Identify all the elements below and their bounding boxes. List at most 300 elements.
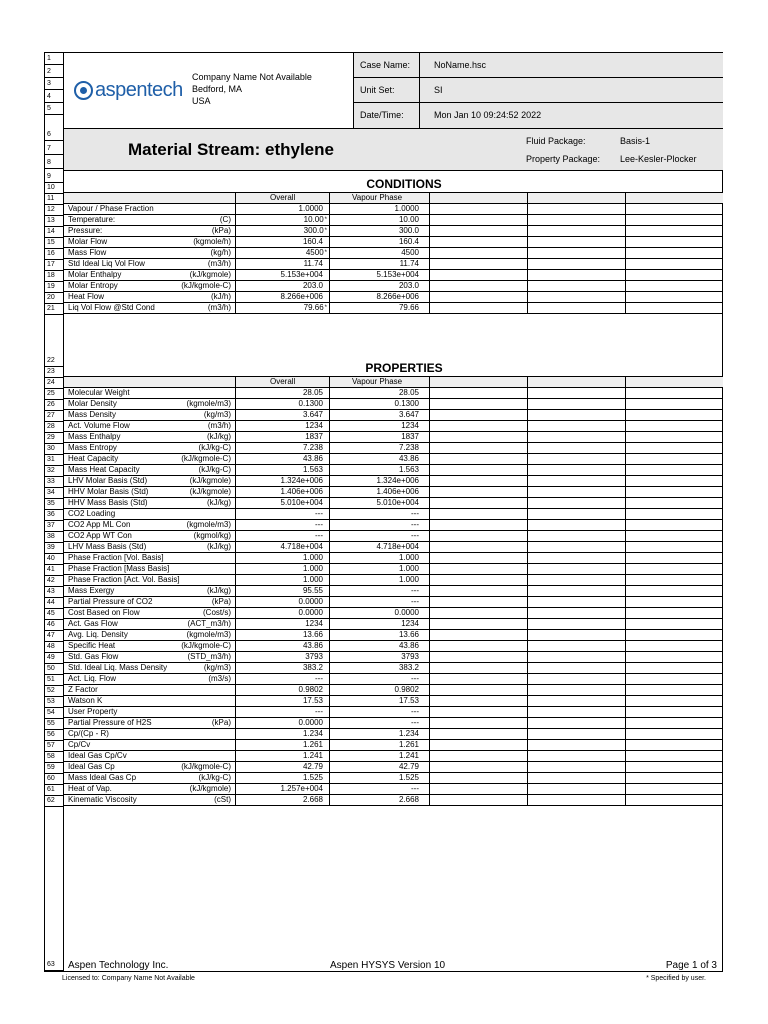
empty-cell: [528, 795, 626, 805]
row-number: 13: [45, 217, 63, 227]
case-name-label: Case Name:: [360, 60, 411, 70]
title-band: [64, 129, 723, 171]
case-name-value: NoName.hsc: [434, 60, 487, 70]
property-unit: (kJ/kgmole-C): [181, 454, 231, 463]
empty-cell: [430, 751, 528, 761]
empty-cell: [626, 674, 723, 684]
row-number: 9: [45, 173, 63, 183]
properties-row: [64, 553, 723, 564]
empty-cell: [430, 685, 528, 695]
property-name: Partial Pressure of H2S (kPa): [64, 718, 236, 728]
vapour-phase-value: 1.241: [330, 751, 430, 761]
vapour-phase-value: 1.000: [330, 553, 430, 563]
property-unit: (m3/h): [207, 421, 231, 430]
empty-cell: [528, 248, 626, 258]
row-number: 45: [45, 610, 63, 620]
row-number: 52: [45, 687, 63, 697]
property-name: CO2 App ML Con (kgmole/m3): [64, 520, 236, 530]
properties-row: [64, 586, 723, 597]
company-address: [192, 71, 312, 107]
empty-cell: [626, 762, 723, 772]
empty-cell: [626, 454, 723, 464]
vapour-phase-value: 1837: [330, 432, 430, 442]
conditions-row: [64, 292, 723, 303]
empty-cell: [626, 421, 723, 431]
vapour-phase-value: 1.261: [330, 740, 430, 750]
overall-value: 42.79: [236, 762, 330, 772]
empty-cell: [626, 399, 723, 409]
overall-value: ---: [236, 531, 330, 541]
property-name: Mass Density (kg/m3): [64, 410, 236, 420]
empty-cell: [626, 292, 723, 302]
conditions-heading: [64, 171, 723, 193]
overall-value: 95.55: [236, 586, 330, 596]
row-number: 6: [45, 131, 63, 141]
empty-cell: [430, 193, 528, 203]
row-number: 19: [45, 283, 63, 293]
empty-cell: [528, 303, 626, 313]
empty-cell: [626, 498, 723, 508]
conditions-row: [64, 215, 723, 226]
properties-row: [64, 641, 723, 652]
empty-cell: [626, 751, 723, 761]
conditions-row: [64, 226, 723, 237]
user-specified-mark: *: [324, 305, 327, 311]
properties-row: [64, 509, 723, 520]
row-number: 28: [45, 423, 63, 433]
vapour-phase-value: 3793: [330, 652, 430, 662]
row-number: 16: [45, 250, 63, 260]
unit-set-row: [354, 78, 723, 103]
row-number: 34: [45, 489, 63, 499]
overall-value: 0.0000: [236, 608, 330, 618]
overall-value: 1.000: [236, 553, 330, 563]
properties-row: [64, 597, 723, 608]
empty-cell: [528, 531, 626, 541]
empty-cell: [528, 237, 626, 247]
aspentech-logo: [74, 79, 183, 102]
property-unit: (kPa): [211, 718, 231, 727]
empty-cell: [528, 215, 626, 225]
vapour-phase-column-header: Vapour Phase: [330, 193, 430, 203]
empty-cell: [528, 707, 626, 717]
empty-cell: [626, 520, 723, 530]
empty-cell: [626, 619, 723, 629]
empty-cell: [430, 498, 528, 508]
empty-cell: [626, 652, 723, 662]
properties-heading: [64, 355, 723, 377]
empty-cell: [528, 773, 626, 783]
vapour-phase-column-header: Vapour Phase: [330, 377, 430, 387]
row-number: 62: [45, 797, 63, 807]
empty-cell: [430, 674, 528, 684]
empty-cell: [626, 248, 723, 258]
empty-cell: [430, 443, 528, 453]
property-name: Molar Density (kgmole/m3): [64, 399, 236, 409]
properties-row: [64, 762, 723, 773]
property-unit: (kJ/kgmole-C): [181, 281, 231, 290]
empty-cell: [430, 237, 528, 247]
row-number: 35: [45, 500, 63, 510]
properties-row: [64, 432, 723, 443]
empty-cell: [626, 388, 723, 398]
property-name: Specific Heat (kJ/kgmole-C): [64, 641, 236, 651]
conditions-row: [64, 248, 723, 259]
property-name: Kinematic Viscosity (cSt): [64, 795, 236, 805]
company-city: Bedford, MA: [192, 84, 243, 94]
empty-cell: [528, 542, 626, 552]
overall-column-header: Overall: [236, 377, 330, 387]
row-number: 24: [45, 379, 63, 389]
vapour-phase-value: ---: [330, 531, 430, 541]
property-unit: (m3/s): [208, 674, 231, 683]
empty-cell: [528, 663, 626, 673]
property-name: Mass Exergy (kJ/kg): [64, 586, 236, 596]
property-package-value: Lee-Kesler-Plocker: [620, 154, 697, 164]
empty-cell: [430, 215, 528, 225]
overall-value: 5.010e+004: [236, 498, 330, 508]
conditions-heading-text: CONDITIONS: [366, 177, 442, 191]
empty-cell: [528, 762, 626, 772]
empty-cell: [626, 476, 723, 486]
overall-value: 1.406e+006: [236, 487, 330, 497]
footer-version: Aspen HYSYS Version 10: [330, 960, 446, 971]
vapour-phase-value: 10.00: [330, 215, 430, 225]
overall-value: 0.0000: [236, 718, 330, 728]
overall-value: 1234: [236, 421, 330, 431]
property-unit: (kg/m3): [203, 410, 231, 419]
property-unit: (kgmole/m3): [186, 399, 231, 408]
vapour-phase-value: ---: [330, 597, 430, 607]
overall-value: 383.2: [236, 663, 330, 673]
license-note: Licensed to: Company Name Not Available: [62, 975, 195, 982]
overall-value: 0.1300: [236, 399, 330, 409]
row-number: 4: [45, 93, 63, 103]
row-number: 40: [45, 555, 63, 565]
vapour-phase-value: 5.153e+004: [330, 270, 430, 280]
empty-cell: [626, 226, 723, 236]
row-number: 30: [45, 445, 63, 455]
property-unit: (kJ/kgmole-C): [181, 762, 231, 771]
vapour-phase-value: 0.0000: [330, 608, 430, 618]
vapour-phase-value: 8.266e+006: [330, 292, 430, 302]
overall-value: 17.53: [236, 696, 330, 706]
property-name: Molar Entropy (kJ/kgmole-C): [64, 281, 236, 291]
property-unit: (STD_m3/h): [187, 652, 231, 661]
vapour-phase-value: 1.234: [330, 729, 430, 739]
row-number: 18: [45, 272, 63, 282]
conditions-row: [64, 303, 723, 314]
property-name: Act. Liq. Flow (m3/s): [64, 674, 236, 684]
property-name: Molar Enthalpy (kJ/kgmole): [64, 270, 236, 280]
properties-row: [64, 498, 723, 509]
row-number: 37: [45, 522, 63, 532]
overall-value: 4500*: [236, 248, 330, 258]
empty-cell: [430, 630, 528, 640]
case-name-row: [354, 53, 723, 78]
empty-cell: [430, 586, 528, 596]
property-name: Pressure: (kPa): [64, 226, 236, 236]
property-unit: (m3/h): [207, 303, 231, 312]
row-number: 36: [45, 511, 63, 521]
conditions-row: [64, 204, 723, 215]
overall-value: 8.266e+006: [236, 292, 330, 302]
property-unit: (kJ/kg-C): [198, 443, 231, 452]
empty-cell: [430, 619, 528, 629]
report-sheet: [44, 52, 723, 972]
row-number: 5: [45, 105, 63, 115]
empty-cell: [528, 487, 626, 497]
vapour-phase-value: 0.1300: [330, 399, 430, 409]
property-name: Act. Gas Flow (ACT_m3/h): [64, 619, 236, 629]
properties-row: [64, 795, 723, 806]
footer-page-number: Page 1 of 3: [665, 960, 717, 971]
empty-cell: [528, 432, 626, 442]
empty-cell: [528, 454, 626, 464]
row-number: 29: [45, 434, 63, 444]
vapour-phase-value: 4.718e+004: [330, 542, 430, 552]
row-number: 42: [45, 577, 63, 587]
overall-value: 5.153e+004: [236, 270, 330, 280]
empty-cell: [430, 784, 528, 794]
empty-cell: [430, 454, 528, 464]
overall-value: 0.9802: [236, 685, 330, 695]
empty-cell: [626, 586, 723, 596]
property-name: Temperature: (C): [64, 215, 236, 225]
properties-row: [64, 531, 723, 542]
property-name: Phase Fraction [Vol. Basis]: [64, 553, 236, 563]
row-number: 25: [45, 390, 63, 400]
row-number: 1: [45, 55, 63, 65]
row-number: 56: [45, 731, 63, 741]
empty-cell: [430, 564, 528, 574]
property-unit: (kJ/h): [211, 292, 231, 301]
empty-cell: [528, 281, 626, 291]
property-name: Cp/Cv: [64, 740, 236, 750]
empty-cell: [528, 575, 626, 585]
property-unit: (Cost/s): [203, 608, 231, 617]
empty-cell: [528, 553, 626, 563]
vapour-phase-value: ---: [330, 586, 430, 596]
empty-cell: [430, 553, 528, 563]
row-number: 3: [45, 80, 63, 90]
properties-row: [64, 674, 723, 685]
overall-value: 28.05: [236, 388, 330, 398]
empty-cell: [528, 443, 626, 453]
property-name: Std Ideal Liq Vol Flow (m3/h): [64, 259, 236, 269]
empty-cell: [430, 377, 528, 387]
empty-cell: [528, 597, 626, 607]
empty-cell: [430, 773, 528, 783]
properties-row: [64, 685, 723, 696]
empty-cell: [626, 784, 723, 794]
specified-note: * Specified by user.: [646, 975, 706, 982]
empty-cell: [528, 421, 626, 431]
case-info: [354, 53, 723, 129]
report-header: [64, 53, 723, 129]
row-number: 23: [45, 368, 63, 378]
row-number: 10: [45, 184, 63, 194]
empty-cell: [528, 608, 626, 618]
empty-cell: [430, 509, 528, 519]
empty-cell: [626, 281, 723, 291]
empty-cell: [430, 410, 528, 420]
property-name: HHV Mass Basis (Std) (kJ/kg): [64, 498, 236, 508]
empty-cell: [430, 226, 528, 236]
vapour-phase-value: 1.406e+006: [330, 487, 430, 497]
page-footer: [64, 959, 723, 972]
empty-cell: [528, 674, 626, 684]
properties-row: [64, 773, 723, 784]
empty-cell: [528, 204, 626, 214]
empty-cell: [528, 410, 626, 420]
overall-value: 43.86: [236, 641, 330, 651]
overall-value: 203.0: [236, 281, 330, 291]
empty-cell: [626, 729, 723, 739]
vapour-phase-value: ---: [330, 784, 430, 794]
property-name: Act. Volume Flow (m3/h): [64, 421, 236, 431]
vapour-phase-value: 5.010e+004: [330, 498, 430, 508]
property-name: Mass Enthalpy (kJ/kg): [64, 432, 236, 442]
property-name: Mass Entropy (kJ/kg-C): [64, 443, 236, 453]
empty-cell: [430, 487, 528, 497]
empty-cell: [430, 259, 528, 269]
empty-cell: [430, 292, 528, 302]
empty-cell: [626, 487, 723, 497]
property-unit: (cSt): [214, 795, 231, 804]
empty-cell: [626, 696, 723, 706]
empty-cell: [528, 586, 626, 596]
overall-value: 79.66*: [236, 303, 330, 313]
overall-value: 1.000: [236, 564, 330, 574]
properties-row: [64, 465, 723, 476]
property-name: User Property: [64, 707, 236, 717]
row-number: 38: [45, 533, 63, 543]
row-number: 60: [45, 775, 63, 785]
property-unit: (kJ/kgmole): [189, 270, 231, 279]
property-name: Mass Ideal Gas Cp (kJ/kg-C): [64, 773, 236, 783]
vapour-phase-value: ---: [330, 707, 430, 717]
company-country: USA: [192, 96, 211, 106]
overall-value: 10.00*: [236, 215, 330, 225]
property-name: Std. Gas Flow (STD_m3/h): [64, 652, 236, 662]
empty-cell: [626, 795, 723, 805]
footer-company: Aspen Technology Inc.: [68, 960, 169, 971]
empty-cell: [528, 476, 626, 486]
empty-cell: [626, 685, 723, 695]
vapour-phase-value: 1.000: [330, 564, 430, 574]
empty-cell: [528, 729, 626, 739]
row-number: 46: [45, 621, 63, 631]
empty-cell: [430, 270, 528, 280]
overall-value: 160.4: [236, 237, 330, 247]
properties-row: [64, 740, 723, 751]
empty-cell: [528, 520, 626, 530]
row-number: 53: [45, 698, 63, 708]
properties-row: [64, 421, 723, 432]
empty-cell: [430, 718, 528, 728]
empty-cell: [626, 215, 723, 225]
row-number: 49: [45, 654, 63, 664]
empty-cell: [430, 575, 528, 585]
conditions-row: [64, 237, 723, 248]
overall-value: 1.257e+004: [236, 784, 330, 794]
property-unit: (C): [219, 215, 231, 224]
empty-cell: [528, 388, 626, 398]
empty-cell: [430, 388, 528, 398]
overall-value: 4.718e+004: [236, 542, 330, 552]
property-unit: (kJ/kg-C): [198, 465, 231, 474]
empty-cell: [626, 237, 723, 247]
property-unit: (ACT_m3/h): [187, 619, 231, 628]
property-name: CO2 Loading: [64, 509, 236, 519]
user-specified-mark: *: [324, 228, 327, 234]
empty-cell: [528, 270, 626, 280]
property-name: Cp/(Cp - R): [64, 729, 236, 739]
row-number: 43: [45, 588, 63, 598]
vapour-phase-value: 0.9802: [330, 685, 430, 695]
row-number: 51: [45, 676, 63, 686]
date-time-value: Mon Jan 10 09:24:52 2022: [434, 110, 542, 120]
property-name: Heat Capacity (kJ/kgmole-C): [64, 454, 236, 464]
property-unit: (kJ/kg): [207, 432, 231, 441]
overall-value: 1234: [236, 619, 330, 629]
vapour-phase-value: 1.324e+006: [330, 476, 430, 486]
overall-value: 1.241: [236, 751, 330, 761]
empty-cell: [626, 465, 723, 475]
empty-cell: [626, 509, 723, 519]
empty-cell: [626, 707, 723, 717]
overall-value: 1.000: [236, 575, 330, 585]
vapour-phase-value: ---: [330, 718, 430, 728]
empty-cell: [430, 795, 528, 805]
properties-row: [64, 652, 723, 663]
properties-row: [64, 784, 723, 795]
properties-row: [64, 608, 723, 619]
row-number: 63: [45, 961, 63, 971]
property-name: CO2 App WT Con (kgmol/kg): [64, 531, 236, 541]
row-number: 11: [45, 195, 63, 205]
vapour-phase-value: 42.79: [330, 762, 430, 772]
empty-cell: [626, 377, 723, 387]
properties-row: [64, 696, 723, 707]
empty-cell: [626, 259, 723, 269]
property-unit: (kJ/kgmole-C): [181, 641, 231, 650]
properties-row: [64, 487, 723, 498]
properties-row: [64, 443, 723, 454]
empty-cell: [626, 410, 723, 420]
property-package-label: Property Package:: [526, 154, 601, 164]
vapour-phase-value: 2.668: [330, 795, 430, 805]
properties-row: [64, 619, 723, 630]
empty-cell: [528, 751, 626, 761]
unit-set-label: Unit Set:: [360, 85, 395, 95]
empty-cell: [528, 377, 626, 387]
empty-cell: [528, 509, 626, 519]
row-number: 57: [45, 742, 63, 752]
property-name: Heat of Vap. (kJ/kgmole): [64, 784, 236, 794]
row-number: 32: [45, 467, 63, 477]
empty-cell: [528, 718, 626, 728]
aspentech-logo-icon: [74, 81, 93, 100]
empty-cell: [528, 399, 626, 409]
properties-row: [64, 520, 723, 531]
empty-cell: [430, 652, 528, 662]
row-number: 22: [45, 357, 63, 367]
row-number: 47: [45, 632, 63, 642]
row-number: 58: [45, 753, 63, 763]
empty-cell: [626, 193, 723, 203]
